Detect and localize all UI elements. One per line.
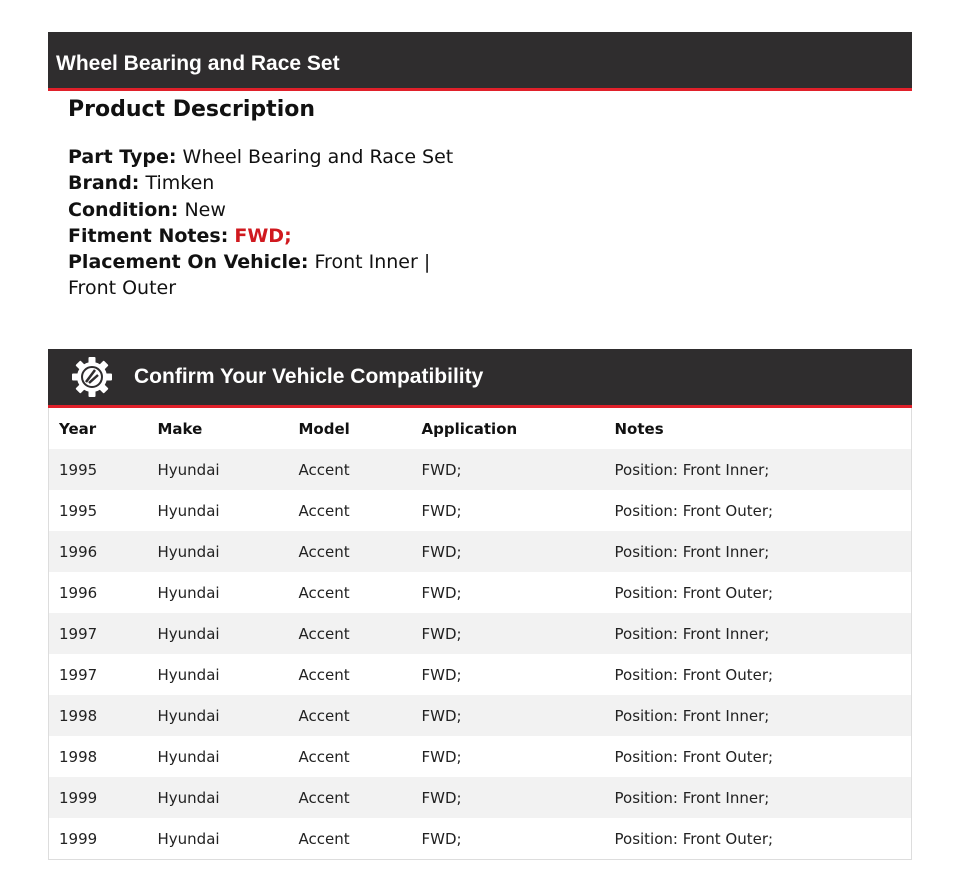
cell-model: Accent: [298, 542, 350, 561]
cell-model: Accent: [298, 501, 350, 520]
cell-notes: Position: Front Inner;: [614, 542, 770, 561]
cell-year: 1999: [59, 829, 98, 848]
cell-year: 1997: [59, 624, 98, 643]
cell-make: Hyundai: [157, 665, 220, 684]
product-description: [68, 97, 468, 302]
table-row: [49, 654, 912, 695]
cell-application: FWD;: [421, 583, 462, 602]
cell-notes: Position: Front Outer;: [614, 583, 774, 602]
cell-year: 1999: [59, 788, 98, 807]
cell-make: Hyundai: [157, 542, 220, 561]
cell-application: FWD;: [421, 665, 462, 684]
cell-year: 1997: [59, 665, 98, 684]
cell-year: 1998: [59, 706, 98, 725]
field-placement: [68, 249, 468, 302]
field-label: Part Type:: [68, 146, 177, 168]
cell-make: Hyundai: [157, 501, 220, 520]
table-row: [49, 490, 912, 531]
table-row: [49, 777, 912, 818]
compatibility-table: [48, 408, 912, 860]
cell-model: Accent: [298, 460, 350, 479]
field-brand: [68, 170, 468, 196]
column-header-notes: Notes: [614, 419, 664, 438]
cell-year: 1995: [59, 501, 98, 520]
cell-notes: Position: Front Inner;: [614, 788, 770, 807]
field-value: Wheel Bearing and Race Set: [182, 146, 454, 168]
cell-year: 1996: [59, 583, 98, 602]
cell-application: FWD;: [421, 624, 462, 643]
field-value: Timken: [145, 172, 215, 195]
table-row: [49, 695, 912, 736]
table-row: [49, 818, 912, 860]
cell-make: Hyundai: [157, 829, 220, 848]
cell-notes: Position: Front Outer;: [614, 747, 774, 766]
cell-make: Hyundai: [157, 706, 220, 725]
column-header-year: Year: [59, 419, 97, 438]
cell-year: 1995: [59, 460, 98, 479]
cell-application: FWD;: [421, 706, 462, 725]
table-header-row: [49, 408, 912, 449]
cell-notes: Position: Front Inner;: [614, 706, 770, 725]
cell-application: FWD;: [421, 501, 462, 520]
table-row: [49, 613, 912, 654]
field-label: Condition:: [68, 198, 179, 221]
column-header-model: Model: [298, 419, 350, 438]
table-row: [49, 736, 912, 777]
cell-application: FWD;: [421, 829, 462, 848]
table-row: [49, 572, 912, 613]
field-value: FWD;: [234, 224, 292, 247]
field-label: Placement On Vehicle:: [68, 251, 309, 274]
cell-year: 1996: [59, 542, 98, 561]
product-title: Wheel Bearing and Race Set: [56, 52, 340, 75]
cell-notes: Position: Front Outer;: [614, 829, 774, 848]
cell-model: Accent: [298, 706, 350, 725]
cell-application: FWD;: [421, 788, 462, 807]
product-title-bar: [48, 32, 912, 91]
cell-make: Hyundai: [157, 788, 220, 807]
cell-model: Accent: [298, 788, 350, 807]
table-row: [49, 449, 912, 490]
field-part-type: [68, 144, 468, 170]
cell-model: Accent: [298, 665, 350, 684]
cell-notes: Position: Front Inner;: [614, 460, 770, 479]
field-label: Brand:: [68, 172, 140, 195]
cell-model: Accent: [298, 829, 350, 848]
cell-application: FWD;: [421, 460, 462, 479]
field-condition: [68, 197, 468, 223]
cell-make: Hyundai: [157, 624, 220, 643]
cell-notes: Position: Front Outer;: [614, 665, 774, 684]
gear-icon: [70, 355, 114, 399]
compatibility-bar: [48, 349, 912, 408]
cell-application: FWD;: [421, 542, 462, 561]
cell-make: Hyundai: [157, 747, 220, 766]
cell-model: Accent: [298, 624, 350, 643]
field-label: Fitment Notes:: [68, 224, 229, 247]
column-header-application: Application: [421, 419, 518, 438]
cell-model: Accent: [298, 747, 350, 766]
compatibility-title: Confirm Your Vehicle Compatibility: [134, 365, 484, 388]
cell-make: Hyundai: [157, 583, 220, 602]
cell-notes: Position: Front Inner;: [614, 624, 770, 643]
cell-year: 1998: [59, 747, 98, 766]
column-header-make: Make: [157, 419, 203, 438]
cell-application: FWD;: [421, 747, 462, 766]
cell-notes: Position: Front Outer;: [614, 501, 774, 520]
cell-make: Hyundai: [157, 460, 220, 479]
table-row: [49, 531, 912, 572]
field-value: New: [184, 198, 226, 221]
field-value: Front Inner | Front Outer: [68, 251, 431, 300]
cell-model: Accent: [298, 583, 350, 602]
description-heading: Product Description: [68, 97, 316, 122]
field-fitment-notes: [68, 223, 468, 249]
